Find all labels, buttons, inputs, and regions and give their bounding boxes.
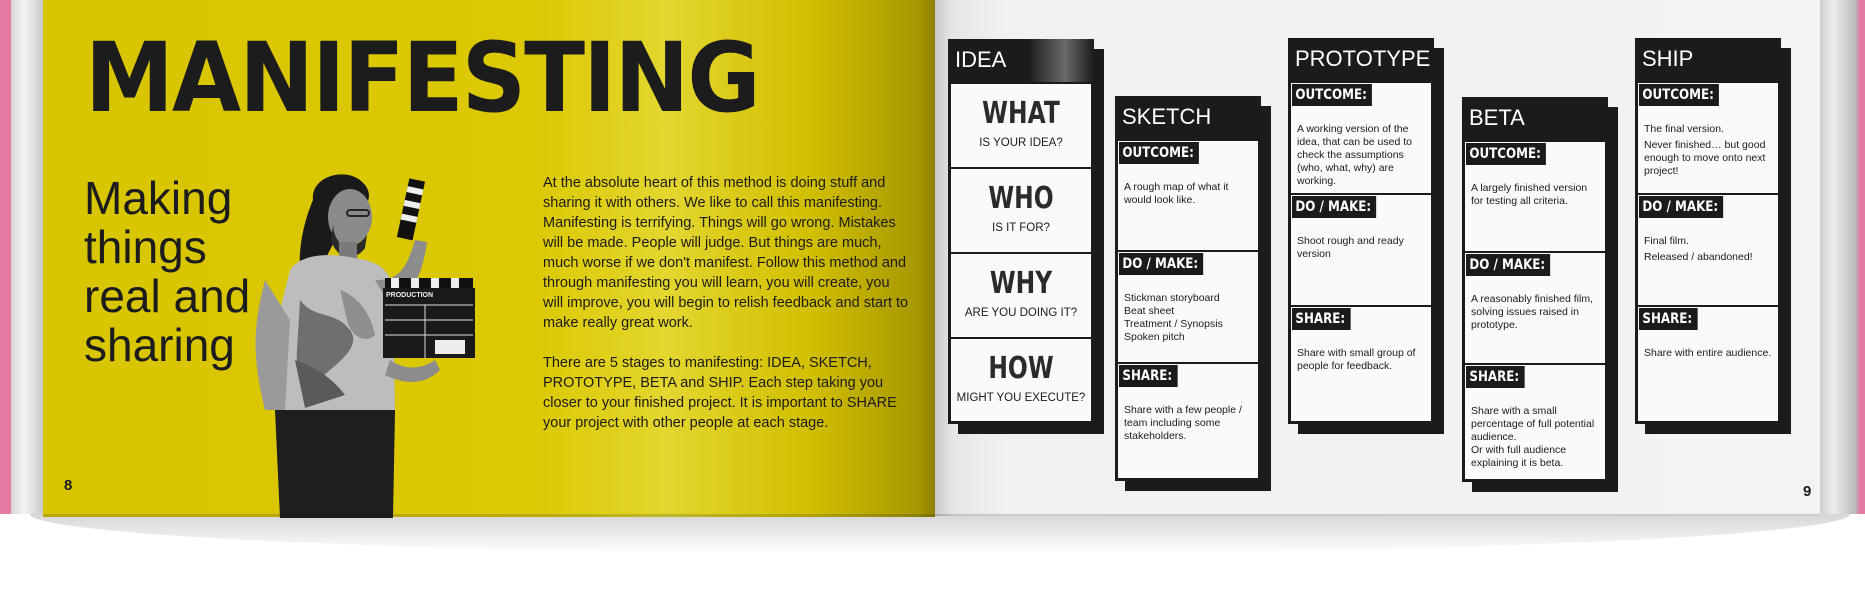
page-number-left: 8 <box>64 477 73 494</box>
idea-question-how: HOW MIGHT YOU EXECUTE? <box>951 339 1091 421</box>
page-title: MANIFESTING <box>85 22 759 134</box>
book-edge-left <box>0 0 11 514</box>
body-text <box>543 173 913 453</box>
sketch-outcome: OUTCOME: A rough map of what it would look like. <box>1118 141 1258 250</box>
page-number-right: 9 <box>1803 483 1812 500</box>
ship-share: SHARE: Share with entire audience. <box>1638 307 1778 421</box>
beta-outcome: OUTCOME: A largely finished version for testing all criteria. <box>1465 142 1605 251</box>
sketch-share: SHARE: Share with a few people / team including some stakeholders. <box>1118 364 1258 478</box>
idea-question-what: WHAT IS YOUR IDEA? <box>951 84 1091 167</box>
stage-card-prototype <box>1288 38 1434 424</box>
stage-title-ship: SHIP <box>1642 46 1694 71</box>
ship-do-make: DO / MAKE: Final film. Released / abandoned! <box>1638 195 1778 305</box>
stage-title-prototype: PROTOTYPE <box>1295 46 1431 71</box>
sketch-do-make: DO / MAKE: Stickman storyboard Beat sheet Treatment / Synopsis Spoken pitch <box>1118 252 1258 362</box>
beta-do-make: DO / MAKE: A reasonably finished film, solving issues raised in prototype. <box>1465 253 1605 363</box>
prototype-do-make: DO / MAKE: Shoot rough and ready version <box>1291 195 1431 305</box>
prototype-share: SHARE: Share with small group of people for feedback. <box>1291 307 1431 421</box>
stage-card-idea <box>948 39 1094 424</box>
page-stack-right <box>1820 0 1865 514</box>
page-stack-left <box>11 0 43 514</box>
page-subtitle: Making things real and sharing <box>84 172 251 371</box>
paragraph-intro: At the absolute heart of this method is doing stuff and sharing it with others. We like to call this manifesting. Manifesting is terrifying. Things will go wrong. Mistakes will be made. People will judge. But things are much, much worse if we don't manifest. Follow this method and through manifesting you will learn, you will create, you will improve, you will begin to relish feedback and start to make really great work. <box>543 175 909 331</box>
idea-question-why: WHY ARE YOU DOING IT? <box>951 254 1091 337</box>
stage-title-sketch: SKETCH <box>1122 104 1212 129</box>
stage-card-sketch <box>1115 96 1261 481</box>
ship-outcome: OUTCOME: The final version. Never finished… but good enough to move onto next project! <box>1638 83 1778 193</box>
prototype-outcome: OUTCOME: A working version of the idea, that can be used to check the assumptions (who, what, why) are working. <box>1291 83 1431 193</box>
idea-question-who: WHO IS IT FOR? <box>951 169 1091 252</box>
paragraph-stages: There are 5 stages to manifesting: IDEA, SKETCH, PROTOTYPE, BETA and SHIP. Each step taking you closer to your finished project. It is important to SHARE your project with other people at each stage. <box>543 355 897 431</box>
stage-card-beta <box>1462 97 1608 482</box>
book-shadow <box>30 514 1850 554</box>
stage-card-ship <box>1635 38 1781 424</box>
beta-share: SHARE: Share with a small percentage of full potential audience. Or with full audience explaining it is beta. <box>1465 365 1605 479</box>
stage-title-idea: IDEA <box>948 39 1094 82</box>
person-with-clapperboard-photo <box>255 170 525 518</box>
clapperboard-label: PRODUCTION <box>386 292 434 299</box>
stage-title-beta: BETA <box>1469 105 1525 130</box>
